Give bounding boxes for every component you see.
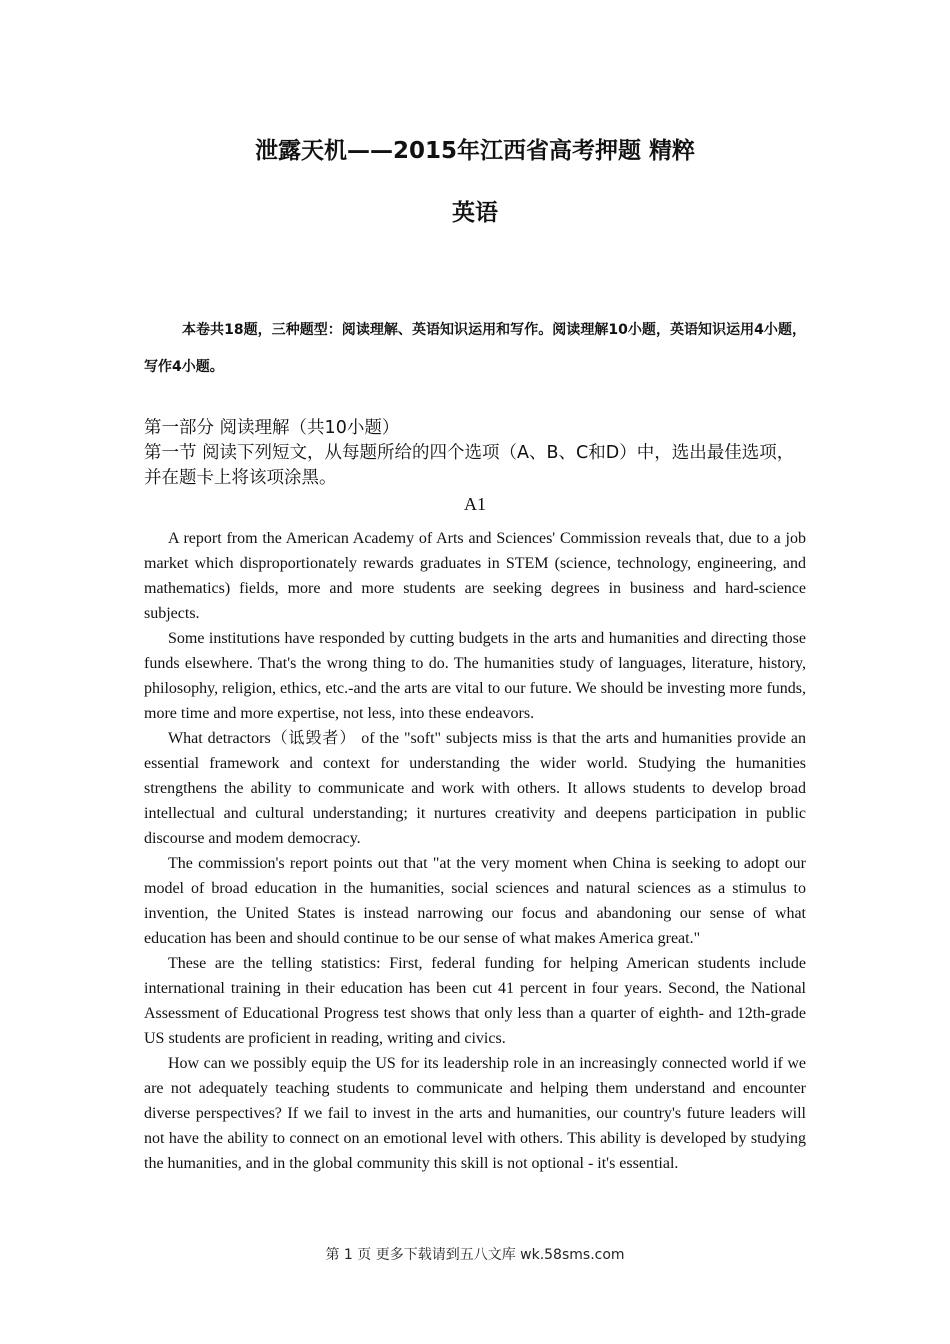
document-title: 泄露天机——2015年江西省高考押题 精粹: [254, 138, 696, 164]
document-subject: 英语: [452, 200, 498, 226]
part-heading: 第一部分 阅读理解（共10小题）: [144, 418, 400, 438]
passage-label: A1: [464, 494, 486, 514]
paragraph: These are the telling statistics: First, federal funding for helping American students include international training in their education has been cut 41 percent in four years. Second, the National Assessment of Educational Progress test shows that only less than a quarter of eighth- and 12th-grade US students are proficient in reading, writing and civics.: [144, 955, 806, 1047]
paragraph: How can we possibly equip the US for its leadership role in an increasingly connected world if we are not adequately teaching students to communicate and helping them understand and encounter diverse perspectives? If we fail to invest in the arts and humanities, our country's future leaders will not have the ability to connect on an emotional level with others. This ability is developed by studying the humanities, and in the global community this skill is not optional - it's essential.: [144, 1055, 806, 1172]
exam-intro: 本卷共18题，三种题型：阅读理解、英语知识运用和写作。阅读理解10小题，英语知识运用4小题，写作4小题。: [144, 322, 806, 375]
paragraph: The commission's report points out that "at the very moment when China is seeking to adopt our model of broad education in the humanities, social sciences and natural sciences as a stimulus to invention, the United States is instead narrowing our focus and abandoning our sense of what education has been and should continue to be our sense of what makes America great.": [144, 855, 806, 947]
paragraph: What detractors（诋毁者） of the "soft" subjects miss is that the arts and humanities provide an essential framework and context for understanding the wider world. Studying the humanities strengthens the ability to communicate and work with others. It allows students to develop broad intellectual and cultural understanding; it nurtures creativity and deepens participation in public discourse and modem democracy.: [144, 730, 806, 847]
section-heading: 第一节 阅读下列短文，从每题所给的四个选项（A、B、C和D）中，选出最佳选项，并在题卡上将该项涂黑。: [144, 443, 795, 488]
paragraph: A report from the American Academy of Arts and Sciences' Commission reveals that, due to a job market which disproportionately rewards graduates in STEM (science, technology, engineering, and mathematics) fields, more and more students are seeking degrees in business and hard-science subjects.: [144, 530, 806, 622]
paragraph: Some institutions have responded by cutting budgets in the arts and humanities and directing those funds elsewhere. That's the wrong thing to do. The humanities study of languages, literature, history, philosophy, religion, ethics, etc.-and the arts are vital to our future. We should be investing more funds, more time and more expertise, not less, into these endeavors.: [144, 630, 806, 722]
page-footer: 第 1 页 更多下载请到五八文库 wk.58sms.com: [325, 1247, 625, 1263]
passage-body: [144, 526, 806, 1176]
